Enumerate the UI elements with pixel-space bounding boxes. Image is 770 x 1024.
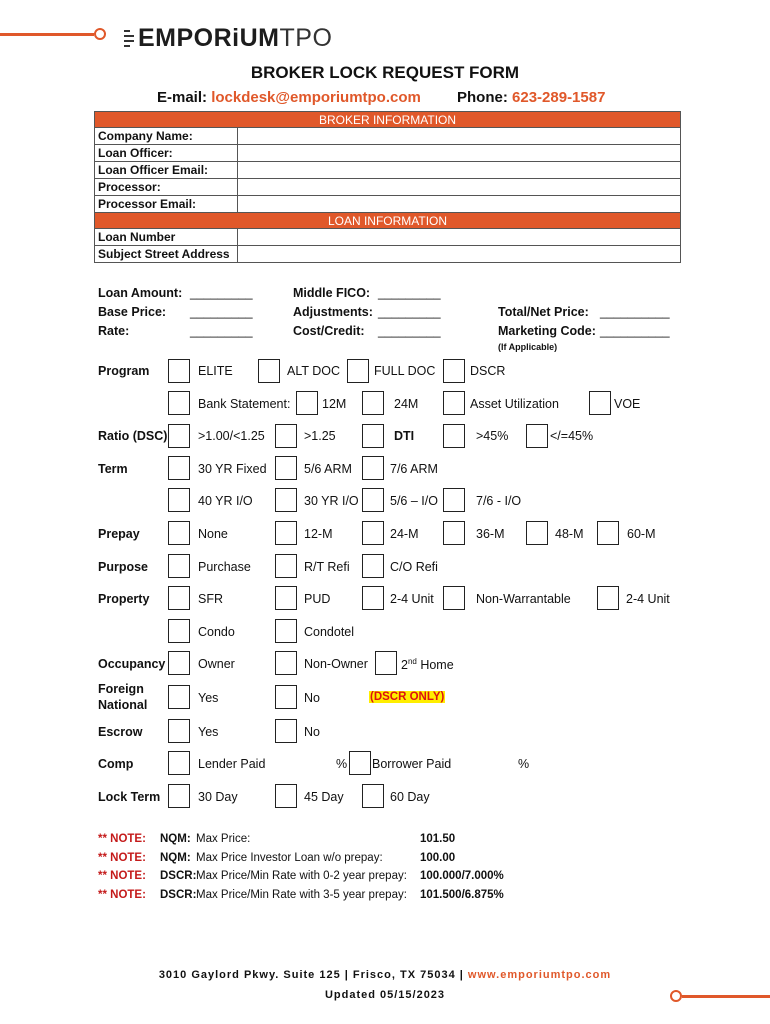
- pud-checkbox[interactable]: [275, 586, 297, 610]
- owner-option-label: Owner: [198, 657, 235, 671]
- note-text: Max Price/Min Rate with 3-5 year prepay:: [196, 889, 407, 901]
- brand-accent-line-bottom: [682, 995, 770, 998]
- dscr-checkbox[interactable]: [443, 359, 465, 383]
- 5-6-arm-option-label: 5/6 ARM: [304, 462, 352, 476]
- condo-option-label: Condo: [198, 625, 235, 639]
- note-type: NQM:: [160, 833, 191, 845]
- loan-officer-email-field[interactable]: [238, 162, 681, 179]
- adjustments-label: Adjustments:: [293, 305, 373, 319]
- processor-field[interactable]: [238, 179, 681, 196]
- base-price-field[interactable]: _________: [190, 305, 253, 319]
- prepay-none-checkbox[interactable]: [168, 521, 190, 545]
- note-type: NQM:: [160, 852, 191, 864]
- foreign-national-label: [98, 681, 147, 713]
- 7-6-io-checkbox[interactable]: [443, 488, 465, 512]
- dti-over-45-option-label: >45%: [476, 429, 509, 443]
- dscr-only-note: [369, 691, 445, 703]
- owner-checkbox[interactable]: [168, 651, 190, 675]
- 5-6-io-checkbox[interactable]: [362, 488, 384, 512]
- 2-4-unit-option-label: 2-4 Unit: [390, 592, 434, 606]
- ratio-100-125-option-label: >1.00/<1.25: [198, 429, 265, 443]
- loan-officer-label: Loan Officer:: [95, 145, 238, 162]
- second-home-option-label: [401, 657, 454, 672]
- note-value: 100.00: [420, 852, 456, 864]
- rt-refi-option-label: R/T Refi: [304, 560, 350, 574]
- bank-statement-checkbox[interactable]: [168, 391, 190, 415]
- if-applicable-note: (If Applicable): [498, 342, 558, 352]
- bank-24m-checkbox[interactable]: [362, 391, 384, 415]
- note-text: Max Price:: [196, 833, 251, 845]
- bank-statement-label: Bank Statement:: [198, 397, 291, 411]
- escrow-yes-option-label: Yes: [198, 725, 219, 739]
- prepay-36m-checkbox[interactable]: [443, 521, 465, 545]
- prepay-48m-checkbox[interactable]: [526, 521, 548, 545]
- dti-over-45-checkbox[interactable]: [443, 424, 465, 448]
- term-label: Term: [98, 462, 128, 476]
- note-text: Max Price Investor Loan w/o prepay:: [196, 852, 383, 864]
- subject-address-label: Subject Street Address: [95, 246, 238, 263]
- voe-option-label: VOE: [614, 397, 641, 411]
- 5-6-io-option-label: 5/6 – I/O: [390, 494, 438, 508]
- foreign-national-line2: National: [98, 698, 148, 712]
- footer-website-link[interactable]: www.emporiumtpo.com: [467, 969, 612, 981]
- rate-field[interactable]: _________: [190, 324, 253, 338]
- alt-doc-checkbox[interactable]: [258, 359, 280, 383]
- loan-officer-field[interactable]: [238, 145, 681, 162]
- ratio-125-option-label: >1.25: [304, 429, 336, 443]
- prepay-36m-option-label: 36-M: [476, 527, 505, 541]
- logo-mark-icon: [124, 28, 136, 48]
- processor-label: Processor:: [95, 179, 238, 196]
- escrow-no-checkbox[interactable]: [275, 719, 297, 743]
- 7-6-arm-option-label: 7/6 ARM: [390, 462, 438, 476]
- note-type: DSCR:: [160, 870, 197, 882]
- second-home-suffix: nd: [407, 657, 417, 666]
- footer-address-text: 3010 Gaylord Pkwy. Suite 125 | Frisco, TX 75034 |: [158, 969, 464, 981]
- purchase-option-label: Purchase: [198, 560, 251, 574]
- total-net-price-label: Total/Net Price:: [498, 305, 589, 319]
- sfr-checkbox[interactable]: [168, 586, 190, 610]
- lock-30-day-option-label: 30 Day: [198, 790, 238, 804]
- email-link[interactable]: lockdesk@emporiumtpo.com: [211, 89, 421, 106]
- elite-option-label: ELITE: [198, 364, 233, 378]
- borrower-paid-checkbox[interactable]: [349, 751, 371, 775]
- company-name-field[interactable]: [238, 128, 681, 145]
- occupancy-label: Occupancy: [98, 657, 166, 671]
- escrow-yes-checkbox[interactable]: [168, 719, 190, 743]
- marketing-code-label: Marketing Code:: [498, 324, 596, 338]
- prepay-48m-option-label: 48-M: [555, 527, 584, 541]
- lock-45-day-option-label: 45 Day: [304, 790, 344, 804]
- foreign-national-line1: Foreign: [98, 682, 144, 696]
- dscr-only-highlight: (DSCR ONLY): [370, 691, 445, 703]
- prepay-24m-checkbox[interactable]: [362, 521, 384, 545]
- non-owner-checkbox[interactable]: [275, 651, 297, 675]
- 7-6-io-option-label: 7/6 - I/O: [476, 494, 522, 508]
- rate-label: Rate:: [98, 324, 130, 338]
- note-value: 101.500/6.875%: [420, 889, 504, 901]
- 30yr-fixed-option-label: 30 YR Fixed: [198, 462, 267, 476]
- footer-address: [0, 969, 770, 981]
- phone-value: 623-289-1587: [512, 89, 606, 106]
- company-name-label: Company Name:: [95, 128, 238, 145]
- prepay-none-option-label: None: [198, 527, 228, 541]
- ratio-label: Ratio (DSC): [98, 429, 168, 443]
- borrower-paid-option-label: Borrower Paid: [372, 757, 452, 771]
- loan-number-label: Loan Number: [95, 229, 238, 246]
- program-label: Program: [98, 364, 150, 378]
- email-label: E-mail:: [157, 89, 208, 106]
- non-warrantable-option-label: Non-Warrantable: [476, 592, 571, 606]
- footer-updated: Updated 05/15/2023: [324, 989, 446, 1001]
- processor-email-field[interactable]: [238, 196, 681, 213]
- email-line: [157, 89, 421, 106]
- 2-4-unit-alt-checkbox[interactable]: [597, 586, 619, 610]
- prepay-24m-option-label: 24-M: [390, 527, 419, 541]
- foreign-yes-checkbox[interactable]: [168, 685, 190, 709]
- phone-line: [457, 89, 605, 106]
- note-value: 100.000/7.000%: [420, 870, 504, 882]
- property-label: Property: [98, 592, 150, 606]
- second-home-text: Home: [416, 658, 454, 673]
- base-price-label: Base Price:: [98, 305, 167, 319]
- elite-checkbox[interactable]: [168, 359, 190, 383]
- subject-address-field[interactable]: [238, 246, 681, 263]
- note-value: 101.50: [420, 833, 456, 845]
- lock-45-day-checkbox[interactable]: [275, 784, 297, 808]
- loan-number-field[interactable]: [238, 229, 681, 246]
- comp-label: Comp: [98, 757, 134, 771]
- escrow-label: Escrow: [98, 725, 143, 739]
- condo-checkbox[interactable]: [168, 619, 190, 643]
- brand-accent-dot-top: [94, 28, 106, 40]
- foreign-no-checkbox[interactable]: [275, 685, 297, 709]
- 30yr-io-checkbox[interactable]: [275, 488, 297, 512]
- brand-accent-dot-bottom: [670, 990, 682, 1002]
- 5-6-arm-checkbox[interactable]: [275, 456, 297, 480]
- middle-fico-field[interactable]: _________: [378, 286, 441, 300]
- prepay-12m-checkbox[interactable]: [275, 521, 297, 545]
- sfr-option-label: SFR: [198, 592, 223, 606]
- non-owner-option-label: Non-Owner: [304, 657, 368, 671]
- 30yr-io-option-label: 30 YR I/O: [304, 494, 359, 508]
- rt-refi-checkbox[interactable]: [275, 554, 297, 578]
- voe-checkbox[interactable]: [589, 391, 611, 415]
- dti-option-label: DTI: [394, 429, 415, 443]
- lock-30-day-checkbox[interactable]: [168, 784, 190, 808]
- 2-4-unit-checkbox[interactable]: [362, 586, 384, 610]
- bank-12m-option-label: 12M: [322, 397, 347, 411]
- lock-60-day-checkbox[interactable]: [362, 784, 384, 808]
- dti-under-45-option-label: </=45%: [550, 429, 594, 443]
- foreign-yes-option-label: Yes: [198, 691, 219, 705]
- loan-amount-label: Loan Amount:: [98, 286, 183, 300]
- foreign-no-option-label: No: [304, 691, 320, 705]
- 40yr-io-option-label: 40 YR I/O: [198, 494, 253, 508]
- lender-paid-percent: %: [336, 757, 348, 771]
- brand-accent-line-top: [0, 33, 94, 36]
- dscr-option-label: DSCR: [470, 364, 506, 378]
- purchase-checkbox[interactable]: [168, 554, 190, 578]
- asset-utilization-checkbox[interactable]: [443, 391, 465, 415]
- lock-term-label: Lock Term: [98, 790, 161, 804]
- phone-label: Phone:: [457, 89, 508, 106]
- pud-option-label: PUD: [304, 592, 331, 606]
- middle-fico-label: Middle FICO:: [293, 286, 371, 300]
- full-doc-checkbox[interactable]: [347, 359, 369, 383]
- prepay-label: Prepay: [98, 527, 140, 541]
- dti-checkbox[interactable]: [362, 424, 384, 448]
- lender-paid-option-label: Lender Paid: [198, 757, 266, 771]
- marketing-code-field[interactable]: __________: [600, 324, 670, 338]
- brand-logo: EMPORiUMTPO: [138, 24, 333, 52]
- prepay-60m-checkbox[interactable]: [597, 521, 619, 545]
- 7-6-arm-checkbox[interactable]: [362, 456, 384, 480]
- loan-information-heading: LOAN INFORMATION: [95, 213, 681, 229]
- condotel-checkbox[interactable]: [275, 619, 297, 643]
- prepay-12m-option-label: 12-M: [304, 527, 333, 541]
- cost-credit-field[interactable]: _________: [378, 324, 441, 338]
- bank-24m-option-label: 24M: [394, 397, 419, 411]
- 2-4-unit-alt-option-label: 2-4 Unit: [626, 592, 670, 606]
- 40yr-io-checkbox[interactable]: [168, 488, 190, 512]
- broker-information-table: [94, 111, 681, 263]
- page-title: BROKER LOCK REQUEST FORM: [250, 63, 520, 82]
- cost-credit-label: Cost/Credit:: [293, 324, 365, 338]
- adjustments-field[interactable]: _________: [378, 305, 441, 319]
- purpose-label: Purpose: [98, 560, 149, 574]
- non-warrantable-checkbox[interactable]: [443, 586, 465, 610]
- total-net-price-field[interactable]: __________: [600, 305, 670, 319]
- lock-60-day-option-label: 60 Day: [390, 790, 430, 804]
- ratio-125-checkbox[interactable]: [275, 424, 297, 448]
- bank-12m-checkbox[interactable]: [296, 391, 318, 415]
- borrower-paid-percent: %: [518, 757, 530, 771]
- note-tag: ** NOTE:: [98, 889, 146, 901]
- note-tag: ** NOTE:: [98, 852, 146, 864]
- co-refi-option-label: C/O Refi: [390, 560, 438, 574]
- co-refi-checkbox[interactable]: [362, 554, 384, 578]
- condotel-option-label: Condotel: [304, 625, 355, 639]
- second-home-checkbox[interactable]: [375, 651, 397, 675]
- asset-utilization-option-label: Asset Utilization: [470, 397, 559, 411]
- broker-information-heading: BROKER INFORMATION: [95, 112, 681, 128]
- prepay-60m-option-label: 60-M: [627, 527, 656, 541]
- escrow-no-option-label: No: [304, 725, 320, 739]
- loan-amount-field[interactable]: _________: [190, 286, 253, 300]
- full-doc-option-label: FULL DOC: [374, 364, 436, 378]
- note-text: Max Price/Min Rate with 0-2 year prepay:: [196, 870, 407, 882]
- note-type: DSCR:: [160, 889, 197, 901]
- dti-under-45-checkbox[interactable]: [526, 424, 548, 448]
- note-tag: ** NOTE:: [98, 833, 146, 845]
- processor-email-label: Processor Email:: [95, 196, 238, 213]
- loan-officer-email-label: Loan Officer Email:: [95, 162, 238, 179]
- 30yr-fixed-checkbox[interactable]: [168, 456, 190, 480]
- ratio-100-125-checkbox[interactable]: [168, 424, 190, 448]
- note-tag: ** NOTE:: [98, 870, 146, 882]
- second-home-number: 2: [401, 658, 408, 673]
- lender-paid-checkbox[interactable]: [168, 751, 190, 775]
- alt-doc-option-label: ALT DOC: [287, 364, 341, 378]
